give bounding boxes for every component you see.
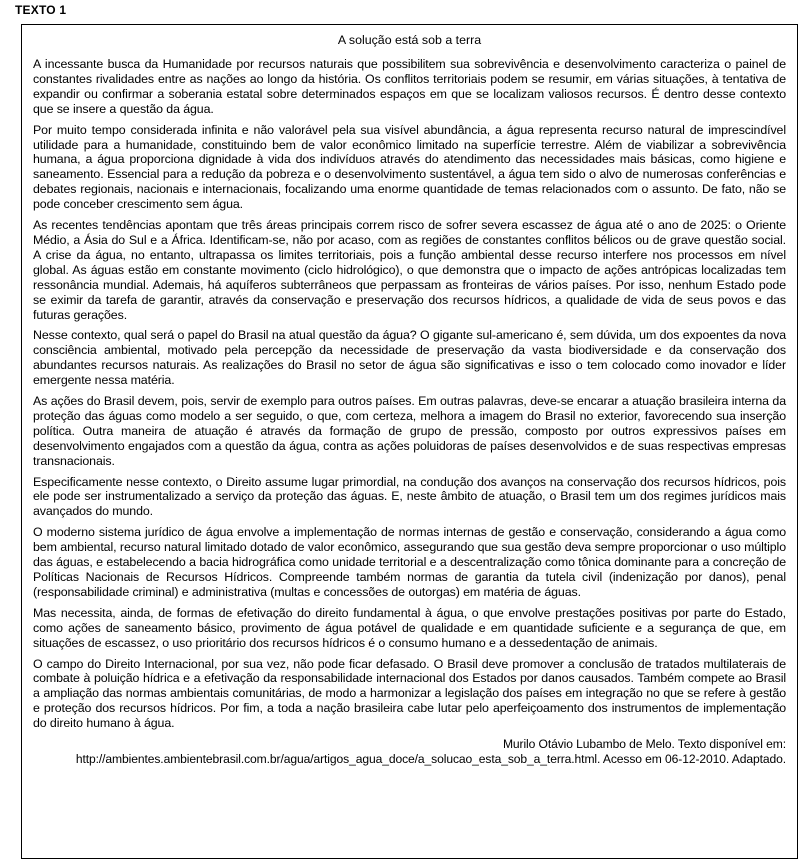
article-title: A solução está sob a terra [337, 33, 482, 47]
paragraph-6: Especificamente nesse contexto, o Direito assume lugar primordial, na condução dos avanços na conservação dos recursos hídricos, pois ele pode ser instrumentalizado a serviço da proteção das águas. E, neste âmbito de atuação, o Brasil tem um dos regimes jurídicos mais avançados do mundo. [33, 474, 786, 519]
text-section-label: TEXTO 1 [15, 3, 67, 17]
paragraph-3: As recentes tendências apontam que três áreas principais correm risco de sofrer severa escassez de água até o ano de 2025: o Oriente Médio, a Ásia do Sul e a África. Identificam-se, não por acaso, com as regiões de constantes conflitos bélicos ou de grave questão social. A crise da água, no entanto, ultrapassa os limites territoriais, pois a função ambiental desse recurso interfere nos processos em nível global. As águas estão em constante movimento (ciclo hidrológico), o que demonstra que o impacto de ações antrópicas localizadas tem ressonância mundial. Ademais, há aquíferos subterrâneos que perpassam as fronteiras de vários países. Por isso, nenhum Estado pode se eximir da tarefa de garantir, através da conservação e preservação dos recursos hídricos, a qualidade de vida de seus povos e das futuras gerações. [33, 218, 786, 322]
paragraph-1: A incessante busca da Humanidade por recursos naturais que possibilitem sua sobrevivência e desenvolvimento caracteriza o painel de constantes rivalidades entre as nações ao longo da história. Os conflitos territoriais podem se resumir, em várias situações, à tentativa de expandir ou confirmar a soberania estatal sobre determinados espaços em que se localizam valiosos recursos. É dentro desse contexto que se insere a questão da água. [33, 57, 786, 116]
paragraph-8: Mas necessita, ainda, de formas de efetivação do direito fundamental à água, o que envolve prestações positivas por parte do Estado, como ações de saneamento básico, provimento de água potável de qualidade e em quantidade suficiente e a segurança de que, em situações de escassez, o uso prioritário dos recursos hídricos é o consumo humano e a dessedentação de animais. [33, 605, 786, 650]
paragraph-9: O campo do Direito Internacional, por sua vez, não pode ficar defasado. O Brasil deve promover a conclusão de tratados multilaterais de combate à poluição hídrica e a efetivação da responsabilidade internacional dos Estados por danos causados. Também compete ao Brasil a ampliação das normas ambientais comunitárias, de modo a harmonizar a legislação dos países em integração no que se refere à gestão e proteção dos recursos hídricos. Por fim, a toda a nação brasileira cabe lutar pelo aperfeiçoamento dos instrumentos de implementação do direito humano à água. [33, 656, 786, 731]
paragraph-5: As ações do Brasil devem, pois, servir de exemplo para outros países. Em outras palavras, deve-se encarar a atuação brasileira interna da proteção das águas como modelo a ser seguido, o que, com certeza, melhora a imagem do Brasil no exterior, favorecendo sua inserção política. Outra maneira de atuação é através da formação de grupo de pressão, composto por outros expressivos países em desenvolvimento engajados com a questão da água, contra as ações poluidoras de países desenvolvidos e de suas respectivas empresas transnacionais. [33, 394, 786, 468]
attribution-author-line: Murilo Otávio Lubambo de Melo. Texto disponível em: [502, 737, 786, 752]
paragraph-2: Por muito tempo considerada infinita e não valorável pela sua visível abundância, a água representa recurso natural de imprescindível utilidade para a humanidade, constituindo bem de valor econômico limitado na superfície terrestre. Além de viabilizar a sobrevivência humana, a água proporciona dignidade à vida dos indivíduos através do atendimento das necessidades mais básicas, como higiene e saneamento. Essencial para a redução da pobreza e o desenvolvimento sustentável, a água tem sido o alvo de numerosas conferências e debates regionais, nacionais e internacionais, focalizando uma enorme quantidade de temas relacionados com o assunto. De fato, não se pode conceber crescimento sem água. [33, 122, 786, 212]
paragraph-7: O moderno sistema jurídico de água envolve a implementação de normas internas de gestão e conservação, considerando a água como bem ambiental, recurso natural limitado dotado de valor econômico, assegurando que sua gestão deva sempre proporcionar o uso múltiplo das águas, e estabelecendo a bacia hidrográfica como unidade territorial e a descentralização como tônica dominante para a concreção de Políticas Nacionais de Recursos Hídricos. Compreende também normas de garantia da tutela civil (indenização por danos), penal (responsabilidade criminal) e administrativa (multas e concessões de outorgas) em matéria de águas. [33, 525, 786, 599]
attribution-source-line: http://ambientes.ambientebrasil.com.br/agua/artigos_agua_doce/a_solucao_esta_sob_a_terra.html. Acesso em 06-12-2010. Adaptado. [75, 752, 786, 767]
attribution-block [33, 737, 786, 767]
paragraph-4: Nesse contexto, qual será o papel do Brasil na atual questão da água? O gigante sul-americano é, sem dúvida, um dos expoentes da nova consciência ambiental, motivado pela percepção da necessidade de preservação da vasta biodiversidade e da conservação dos abundantes recursos naturais. As realizações do Brasil no setor de água são significativas e isso o tem colocado como inovador e líder emergente nessa matéria. [33, 328, 786, 388]
text-border-box [21, 24, 798, 859]
